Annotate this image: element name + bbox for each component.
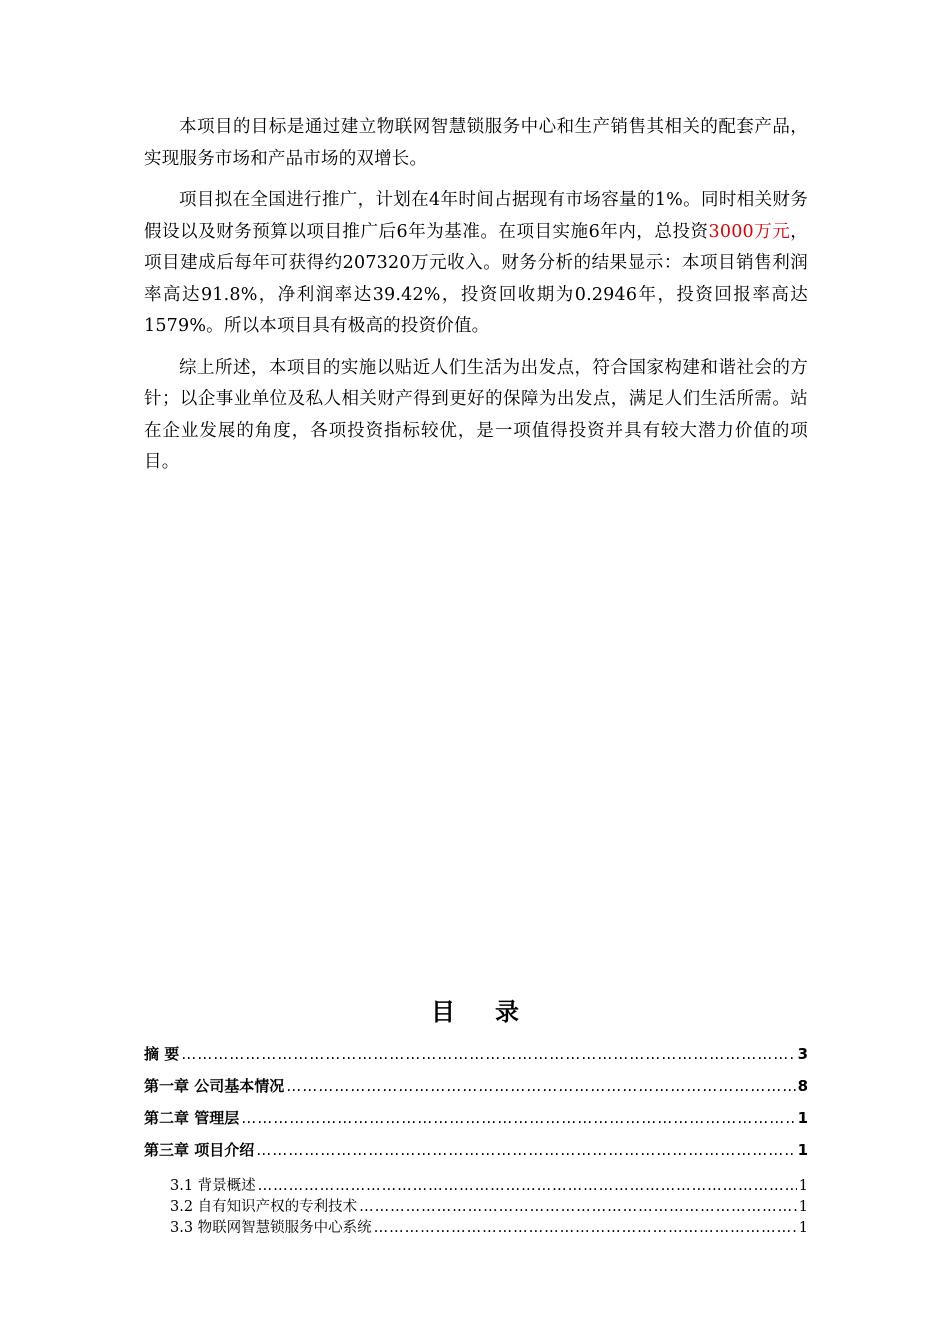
toc-entry-section-3-1[interactable]	[144, 1176, 808, 1197]
toc-leader	[258, 1176, 797, 1197]
paragraph-goal-text: 本项目的目标是通过建立物联网智慧锁服务中心和生产销售其相关的配套产品，实现服务市场和产品市场的双增长。	[144, 117, 808, 169]
body-text	[144, 112, 808, 489]
toc-entry-section-3-3[interactable]	[144, 1218, 808, 1239]
toc-entry-label: 摘 要	[144, 1045, 180, 1063]
paragraph-goal	[144, 112, 808, 175]
toc-entry-chapter-1[interactable]	[144, 1072, 808, 1104]
paragraph-finance-text-after: ，项目建成后每年可获得约207320万元收入。财务分析的结果显示：本项目销售利润率高达91.8%，净利润率达39.42%，投资回收期为0.2946年，投资回报率高达1579%。所以本项目具有极高的投资价值。	[144, 221, 808, 336]
toc-leader	[286, 1072, 795, 1100]
paragraph-finance	[144, 185, 808, 343]
toc-entry-label: 3.3 物联网智慧锁服务中心系统	[170, 1220, 372, 1236]
toc-entry-section-3-2[interactable]	[144, 1197, 808, 1218]
toc-entry-page: 1	[797, 1141, 808, 1159]
toc-entry-abstract[interactable]	[144, 1040, 808, 1072]
investment-highlight: 3000万元	[708, 221, 791, 242]
toc-entry-label: 第二章 管理层	[144, 1109, 240, 1127]
toc-entry-page: 1	[798, 1220, 808, 1236]
toc-leader	[359, 1197, 797, 1218]
toc-entry-page: 1	[798, 1199, 808, 1215]
paragraph-finance-text-before: 项目拟在全国进行推广，计划在4年时间占据现有市场容量的1%。同时相关财务假设以及财务预算以项目推广后6年为基准。在项目实施6年内，总投资	[144, 190, 808, 242]
table-of-contents	[144, 1040, 808, 1239]
paragraph-summary-text: 综上所述，本项目的实施以贴近人们生活为出发点，符合国家构建和谐社会的方针；以企事业单位及私人相关财产得到更好的保障为出发点，满足人们生活所需。站在企业发展的角度，各项投资指标较优，是一项值得投资并具有较大潜力价值的项目。	[144, 357, 808, 472]
toc-leader	[241, 1104, 795, 1132]
toc-entry-page: 3	[797, 1045, 808, 1063]
toc-entry-page: 1	[798, 1178, 808, 1194]
toc-entry-label: 3.1 背景概述	[170, 1178, 256, 1194]
toc-entry-page: 8	[797, 1077, 808, 1095]
toc-entry-page: 1	[797, 1109, 808, 1127]
toc-entry-label: 3.2 自有知识产权的专利技术	[170, 1199, 358, 1215]
toc-leader	[374, 1218, 797, 1239]
toc-leader	[256, 1136, 795, 1164]
paragraph-summary	[144, 353, 808, 479]
toc-entry-label: 第三章 项目介绍	[144, 1141, 255, 1159]
toc-entry-chapter-2[interactable]	[144, 1104, 808, 1136]
toc-entry-label: 第一章 公司基本情况	[144, 1077, 285, 1095]
toc-entry-chapter-3[interactable]	[144, 1136, 808, 1168]
toc-title: 目录	[431, 998, 559, 1026]
toc-leader	[181, 1040, 795, 1068]
